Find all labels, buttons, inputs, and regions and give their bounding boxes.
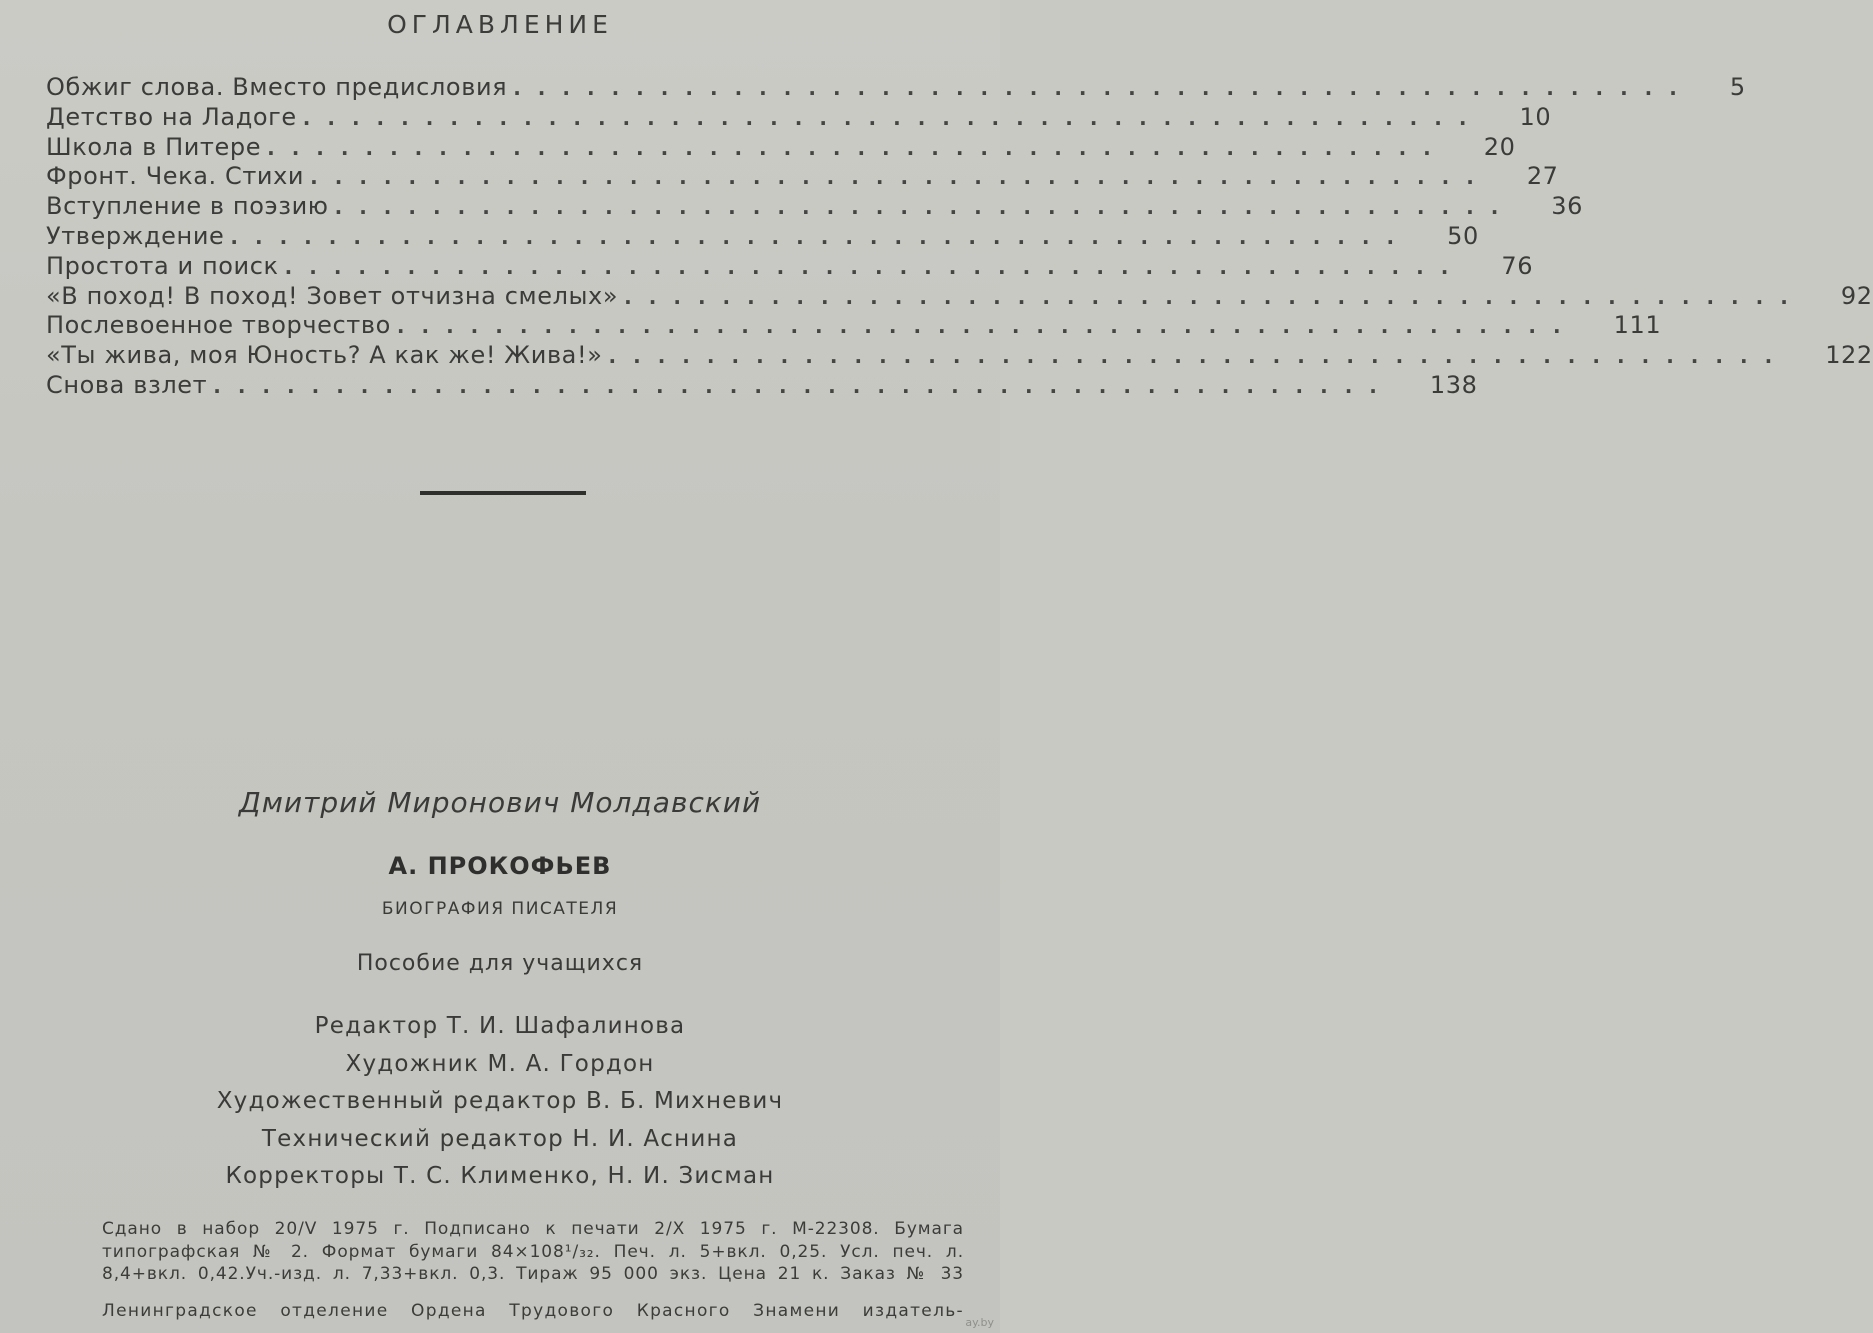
imprint-line: Сдано в набор 20/V 1975 г. Подписано к печати 2/X 1975 г. М-22308. Бумага [102, 1219, 964, 1239]
imprint-line: 8,4+вкл. 0,42.Уч.-изд. л. 7,33+вкл. 0,3. Тираж 95 000 экз. Цена 21 к. Заказ № 33 [102, 1264, 964, 1284]
toc-entry-page: 92 [1840, 281, 1873, 310]
toc-leader-dots: ................................................ [284, 254, 1466, 279]
book-subtitle: БИОГРАФИЯ ПИСАТЕЛЯ [381, 899, 619, 919]
toc-entry [46, 251, 1534, 282]
toc-leader-dots: ................................................ [624, 284, 1805, 309]
imprint-block [102, 1218, 964, 1286]
section-divider [420, 491, 586, 495]
toc-leader-dots: ................................................ [267, 135, 1448, 160]
publisher-line: Ленинградское отделение Ордена Трудового Красного Знамени издатель- [102, 1301, 964, 1321]
toc-leader-dots: ................................................ [334, 195, 1516, 220]
credit-line: Художник М. А. Гордон [345, 1050, 655, 1077]
toc-entry [46, 192, 1584, 222]
toc-leader-dots: ................................................ [608, 344, 1790, 369]
credits-block [0, 1008, 1000, 1196]
table-of-contents [46, 73, 1873, 401]
toc-leader-dots: ................................................ [513, 76, 1694, 100]
toc-entry-page: 36 [1551, 192, 1584, 221]
toc-leader-dots: ................................................ [230, 224, 1412, 249]
toc-entry-page: 50 [1447, 221, 1479, 250]
toc-entry-title: Фронт. Чека. Стихи [46, 162, 305, 191]
toc-entry [46, 73, 1746, 103]
toc-entry [46, 162, 1559, 192]
toc-entry [46, 311, 1662, 341]
credit-line: Редактор Т. И. Шафалинова [314, 1013, 686, 1039]
toc-entry-title: Обжиг слова. Вместо предисловия [46, 73, 508, 101]
book-title: А. ПРОКОФЬЕВ [388, 852, 612, 880]
book-purpose: Пособие для учащихся [356, 951, 644, 976]
toc-entry-title: Снова взлет [46, 370, 208, 399]
toc-entry [46, 221, 1479, 252]
credit-line: Художественный редактор В. Б. Михневич [216, 1088, 784, 1114]
toc-heading: ОГЛАВЛЕНИЕ [387, 10, 613, 39]
credit-line: Корректоры Т. С. Клименко, Н. И. Зисман [225, 1163, 775, 1189]
toc-entry [46, 132, 1516, 163]
toc-entry-title: Вступление в поэзию [46, 192, 329, 221]
toc-entry-title: Послевоенное творчество [46, 311, 391, 340]
toc-entry-page: 111 [1613, 311, 1662, 340]
toc-leader-dots: ................................................ [302, 105, 1484, 130]
toc-leader-dots: ................................................ [213, 373, 1394, 398]
toc-entry-page: 122 [1825, 341, 1873, 370]
toc-entry-title: Детство на Ладоге [46, 102, 297, 131]
toc-entry-title: «Ты жива, моя Юность? А как же! Жива!» [46, 341, 603, 370]
toc-entry-page: 76 [1501, 251, 1534, 280]
toc-entry-page: 5 [1729, 73, 1746, 101]
credit-line: Технический редактор Н. И. Аснина [261, 1125, 739, 1152]
author-name: Дмитрий Миронович Молдавский [238, 786, 762, 819]
toc-entry [46, 281, 1873, 312]
toc-leader-dots: ................................................ [396, 314, 1578, 339]
toc-entry-page: 10 [1519, 102, 1552, 131]
toc-entry [46, 341, 1873, 371]
toc-entry [46, 102, 1552, 133]
toc-entry-page: 27 [1526, 162, 1559, 191]
toc-leader-dots: ................................................ [310, 165, 1491, 190]
watermark-text: ay.by [965, 1316, 994, 1329]
imprint-line: типографская № 2. Формат бумаги 84×108¹/₃₂. Печ. л. 5+вкл. 0,25. Усл. печ. л. [102, 1241, 964, 1262]
toc-entry-title: Школа в Питере [46, 132, 262, 161]
toc-entry-title: «В поход! В поход! Зовет отчизна смелых» [46, 281, 619, 310]
toc-entry [46, 370, 1478, 401]
toc-entry-title: Простота и поиск [46, 251, 279, 280]
toc-entry-page: 20 [1483, 132, 1516, 161]
toc-entry-title: Утверждение [46, 221, 225, 250]
toc-entry-page: 138 [1429, 370, 1478, 399]
